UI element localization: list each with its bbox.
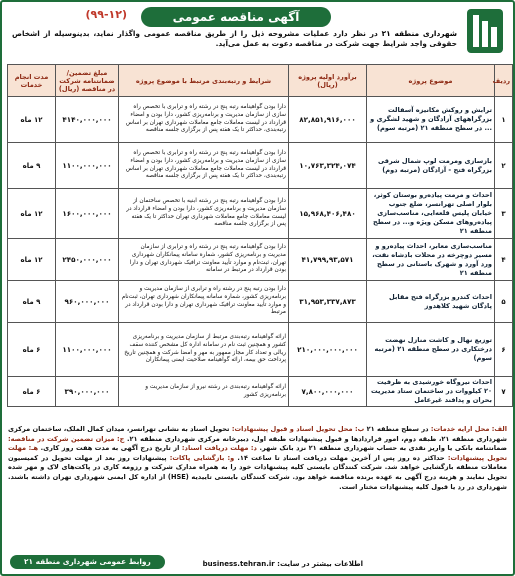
tehran-municipality-logo-icon (463, 7, 507, 55)
row-conditions: ارائه گواهینامه رتبه‌بندی مرتبط از سازمان مدیریت و برنامه‌ریزی کشور و همچنین ثبت نام در سامانه اداره کل مشخص کننده سقف ریالی و تعداد کار مجاز ممهور به مهر و امضا شرکت و همچنین تاریخ پرداخت حق بیمه، ارائه گواهینامه صلاحیت ایمنی پیمانکاران (119, 323, 289, 377)
table-row (8, 281, 513, 323)
footer-text-guarantee: ضمانتنامه بانکی یا واریز نقدی به حساب شهرداری منطقه ۲۱ نزد بانک شهر. (259, 444, 508, 453)
footer-key-bid-deadline: هـ: مهلت تحویل پیشنهادات: (8, 444, 508, 462)
row-duration: ۱۲ ماه (8, 97, 56, 143)
row-duration: ۹ ماه (8, 143, 56, 189)
row-conditions: دارا بودن گواهینامه رتبه پنج در رشته راه و ترابری با تخصص راه سازی از سازمان مدیریت و برنامه‌ریزی کشور، دارا بودن و امضاء قرارداد در لیست معاملات جامع معاملات شهرداری تهران بر اساس رتبه‌بندی، حداکثر تا یک هفته پس از برگزاری جلسه مناقصه (119, 97, 289, 143)
row-duration: ۶ ماه (8, 377, 56, 407)
website-line (203, 560, 363, 568)
row-subject: بازسازی ومرمت لوپ شمال شرقی بزرگراه فتح - آزادگان (مرتبه دوم) (367, 143, 495, 189)
row-idx: ۴ (495, 239, 513, 281)
header-guarantee: مبلغ تضمین/ضمانتنامه شرکت در مناقصه (ریال) (56, 65, 119, 97)
footer-key-docs-deadline: د: مهلت دریافت اسناد: (181, 444, 257, 453)
header-subject: موضوع پروژه (367, 65, 495, 97)
intro-organization: شهرداری منطقه ۲۱ (381, 29, 457, 38)
footer-key-delivery: ب: محل تحویل اسناد و قبول پیشنهادات: (231, 425, 365, 433)
row-duration: ۱۲ ماه (8, 189, 56, 239)
row-idx: ۶ (495, 323, 513, 377)
notice-header (6, 5, 509, 61)
website-label: اطلاعات بیشتر در سایت: (277, 560, 363, 568)
row-conditions: دارا بودن گواهینامه رتبه پنج در رشته راه و ترابری از سازمان مدیریت و برنامه‌ریزی کشور، شماره سامانه پیمانکاران شهرداری تهران، ثبت‌نام و موارد تأیید معاونت ترافیک شهرداری تهران و دارا بودن قرارداد در مرتبط در سامانه (119, 239, 289, 281)
row-idx: ۳ (495, 189, 513, 239)
row-idx: ۲ (495, 143, 513, 189)
footer-key-guarantee: ج: میزان تضمین شرکت در مناقصه: (8, 434, 125, 443)
row-estimate: ۱۰,۷۶۳,۳۲۴,۰۷۴ (289, 143, 367, 189)
public-relations-signature: روابط عمومی شهرداری منطقه ۲۱ (10, 555, 165, 569)
row-subject: توزیع نهال و کاشت منازل نهضت درختکاری در سطح منطقه ۲۱ (مرتبه سوم) (367, 323, 495, 377)
row-guarantee: ۴۱۴۰,۰۰۰,۰۰۰ (56, 97, 119, 143)
footer-text-docs-deadline: از تاریخ درج آگهی به مدت هفت روز کاری. (40, 444, 180, 453)
row-subject: احداث کندرو بزرگراه فتح مقابل پادگان شهید کلاهدوز (367, 281, 495, 323)
projects-table (7, 64, 513, 407)
row-conditions: دارا بودن رتبه پنج در رشته راه و ترابری از سازمان مدیریت و برنامه‌ریزی کشور، شماره سامانه پیمانکاران شهرداری تهران، ثبت‌نام و موارد تأیید معاونت ترافیک شهرداری تهران و دارا بودن قرارداد در مرتبط (119, 281, 289, 323)
table-row (8, 143, 513, 189)
row-estimate: ۲۱۰,۰۰۰,۰۰۰,۰۰۰ (289, 323, 367, 377)
row-subject: مناسب‌سازی معابر، احداث پیاده‌رو و مسیر دوچرخه در محلات بادشاه نفت، ورد آورد و شهرک باستانی در سطح منطقه ۲۱ (367, 239, 495, 281)
row-estimate: ۴۱,۷۹۹,۹۳,۵۷۱ (289, 239, 367, 281)
table-row (8, 189, 513, 239)
row-conditions: دارا بودن گواهینامه رتبه پنج در رشته ابنیه با تخصص ساختمان از سازمان مدیریت و برنامه‌ریزی کشور، دارا بودن و امضاء قرارداد در لیست معاملات جامع معاملات شهرداری تهران حداکثر تا یک هفته پس از برگزاری جلسه مناقصه (119, 189, 289, 239)
row-subject: احداث نیروگاه خورشیدی به ظرفیت ۲۰ کیلووات در ساختمان ستاد مدیریت بحران و پدافند غیرعامل (367, 377, 495, 407)
footer-key-opening: و: بازگشایی پاکات: (169, 453, 235, 462)
row-idx: ۱ (495, 97, 513, 143)
notice-number: (۹۹-۱۲) (85, 8, 127, 21)
row-subject: احداث و مرمت پیاده‌رو بوستان کوثر، بلوار اصلی تهرانسر، ضلع جنوب خیابان پلیس قلعه‌ایی، مناسب‌سازی پیاده‌روهای مسکن ویژه و... در سطح منطقه ۲۱ (367, 189, 495, 239)
row-estimate: ۳۱,۹۵۳,۳۳۷,۸۷۳ (289, 281, 367, 323)
table-row (8, 377, 513, 407)
row-idx: ۵ (495, 281, 513, 323)
row-duration: ۱۲ ماه (8, 239, 56, 281)
website-link[interactable]: business.tehran.ir (202, 560, 275, 568)
row-duration: ۶ ماه (8, 323, 56, 377)
table-row (8, 97, 513, 143)
intro-text: در نظر دارد عملیات مشروحه ذیل را از طریق مناقصه عمومی واگذار نماید، بدینوسیله از اشخاص حقوقی واجد شرایط جهت شرکت در مناقصه دعوت به عمل می‌آید. (12, 29, 457, 48)
footer-key-location: الف: محل ارایه خدمات: (430, 425, 508, 433)
row-subject: ترابش و روکش مکانیزه آسفالت بزرگراههای آزادگان و شهید لشگری و ... در سطح منطقه ۲۱ (مرتبه سوم) (367, 97, 495, 143)
notice-title: آگهی مناقصه عمومی (141, 7, 331, 27)
footer-text-location: در سطح منطقه ۲۱ (366, 425, 429, 433)
header-idx: ردیف (495, 65, 513, 97)
table-row (8, 323, 513, 377)
row-conditions: ارائه گواهینامه رتبه‌بندی در رشته نیرو از سازمان مدیریت و برنامه‌ریزی کشور (119, 377, 289, 407)
row-guarantee: ۱۶۰۰,۰۰۰,۰۰۰ (56, 189, 119, 239)
row-guarantee: ۲۴۵۰,۰۰۰,۰۰۰ (56, 239, 119, 281)
row-duration: ۹ ماه (8, 281, 56, 323)
header-estimate: برآورد اولیه پروژه (ریال) (289, 65, 367, 97)
row-estimate: ۱۵,۹۶۸,۴۰۶,۴۸۰ (289, 189, 367, 239)
footer-text-bid-deadline: حداکثر ده روز پس از آخرین مهلت دریافت اسناد تا ساعت ۱۴. (237, 453, 445, 462)
row-guarantee: ۳۹۰,۰۰۰,۰۰۰ (56, 377, 119, 407)
footer-text-delivery: تحویل اسناد به نشانی تهرانسر، میدان کمال الملک، ساختمان مرکزی شهرداری منطقه ۲۱، طبقه دوم، امور قراردادها و قبول پیشنهادات طبقه اول، دبیرخانه مرکزی شهرداری منطقه ۲۱. (8, 425, 507, 443)
notice-intro (12, 29, 457, 49)
table-row (8, 239, 513, 281)
row-conditions: دارا بودن گواهینامه رتبه پنج در رشته راه و ترابری با تخصص راه سازی از سازمان مدیریت و برنامه‌ریزی کشور، دارا بودن و امضاء قرارداد در لیست معاملات جامع معاملات شهرداری تهران بر اساس رتبه‌بندی، حداکثر تا یک هفته پس از برگزاری جلسه مناقصه (119, 143, 289, 189)
row-guarantee: ۱۱۰۰,۰۰۰,۰۰۰ (56, 323, 119, 377)
header-conditions: شرایط و رتبه‌بندی مرتبط با موضوع پروژه (119, 65, 289, 97)
row-guarantee: ۱۱۰۰,۰۰۰,۰۰۰ (56, 143, 119, 189)
row-estimate: ۷,۸۰۰,۰۰۰,۰۰۰ (289, 377, 367, 407)
footer-text-opening: پیشنهادات روز بعد از مهلت تحویل در کمیسیون معاملات منطقه بازگشایی خواهد شد. شرکت کنندگان بایستی کلیه پیشنهادات خود را به همراه مدارک شرکت و رزومه کاری در پاکت‌های لاک و مهر شده تحویل نمایند و هزینه درج آگهی به عهده برنده مناقصه خواهد بود. شرکت کنندگان بایستی تاییدیه (HSE) از اداره کل ایمنی شهرداری تهران داشته باشند. شهرداری در رد یا قبول کلیه پیشنهادات مختار است. (8, 453, 507, 491)
row-guarantee: ۹۶۰,۰۰۰,۰۰۰ (56, 281, 119, 323)
notice-footer (8, 425, 507, 492)
row-estimate: ۸۲,۸۵۱,۹۱۶,۰۰۰ (289, 97, 367, 143)
header-duration: مدت انجام خدمات (8, 65, 56, 97)
row-idx: ۷ (495, 377, 513, 407)
table-header-row (8, 65, 513, 97)
